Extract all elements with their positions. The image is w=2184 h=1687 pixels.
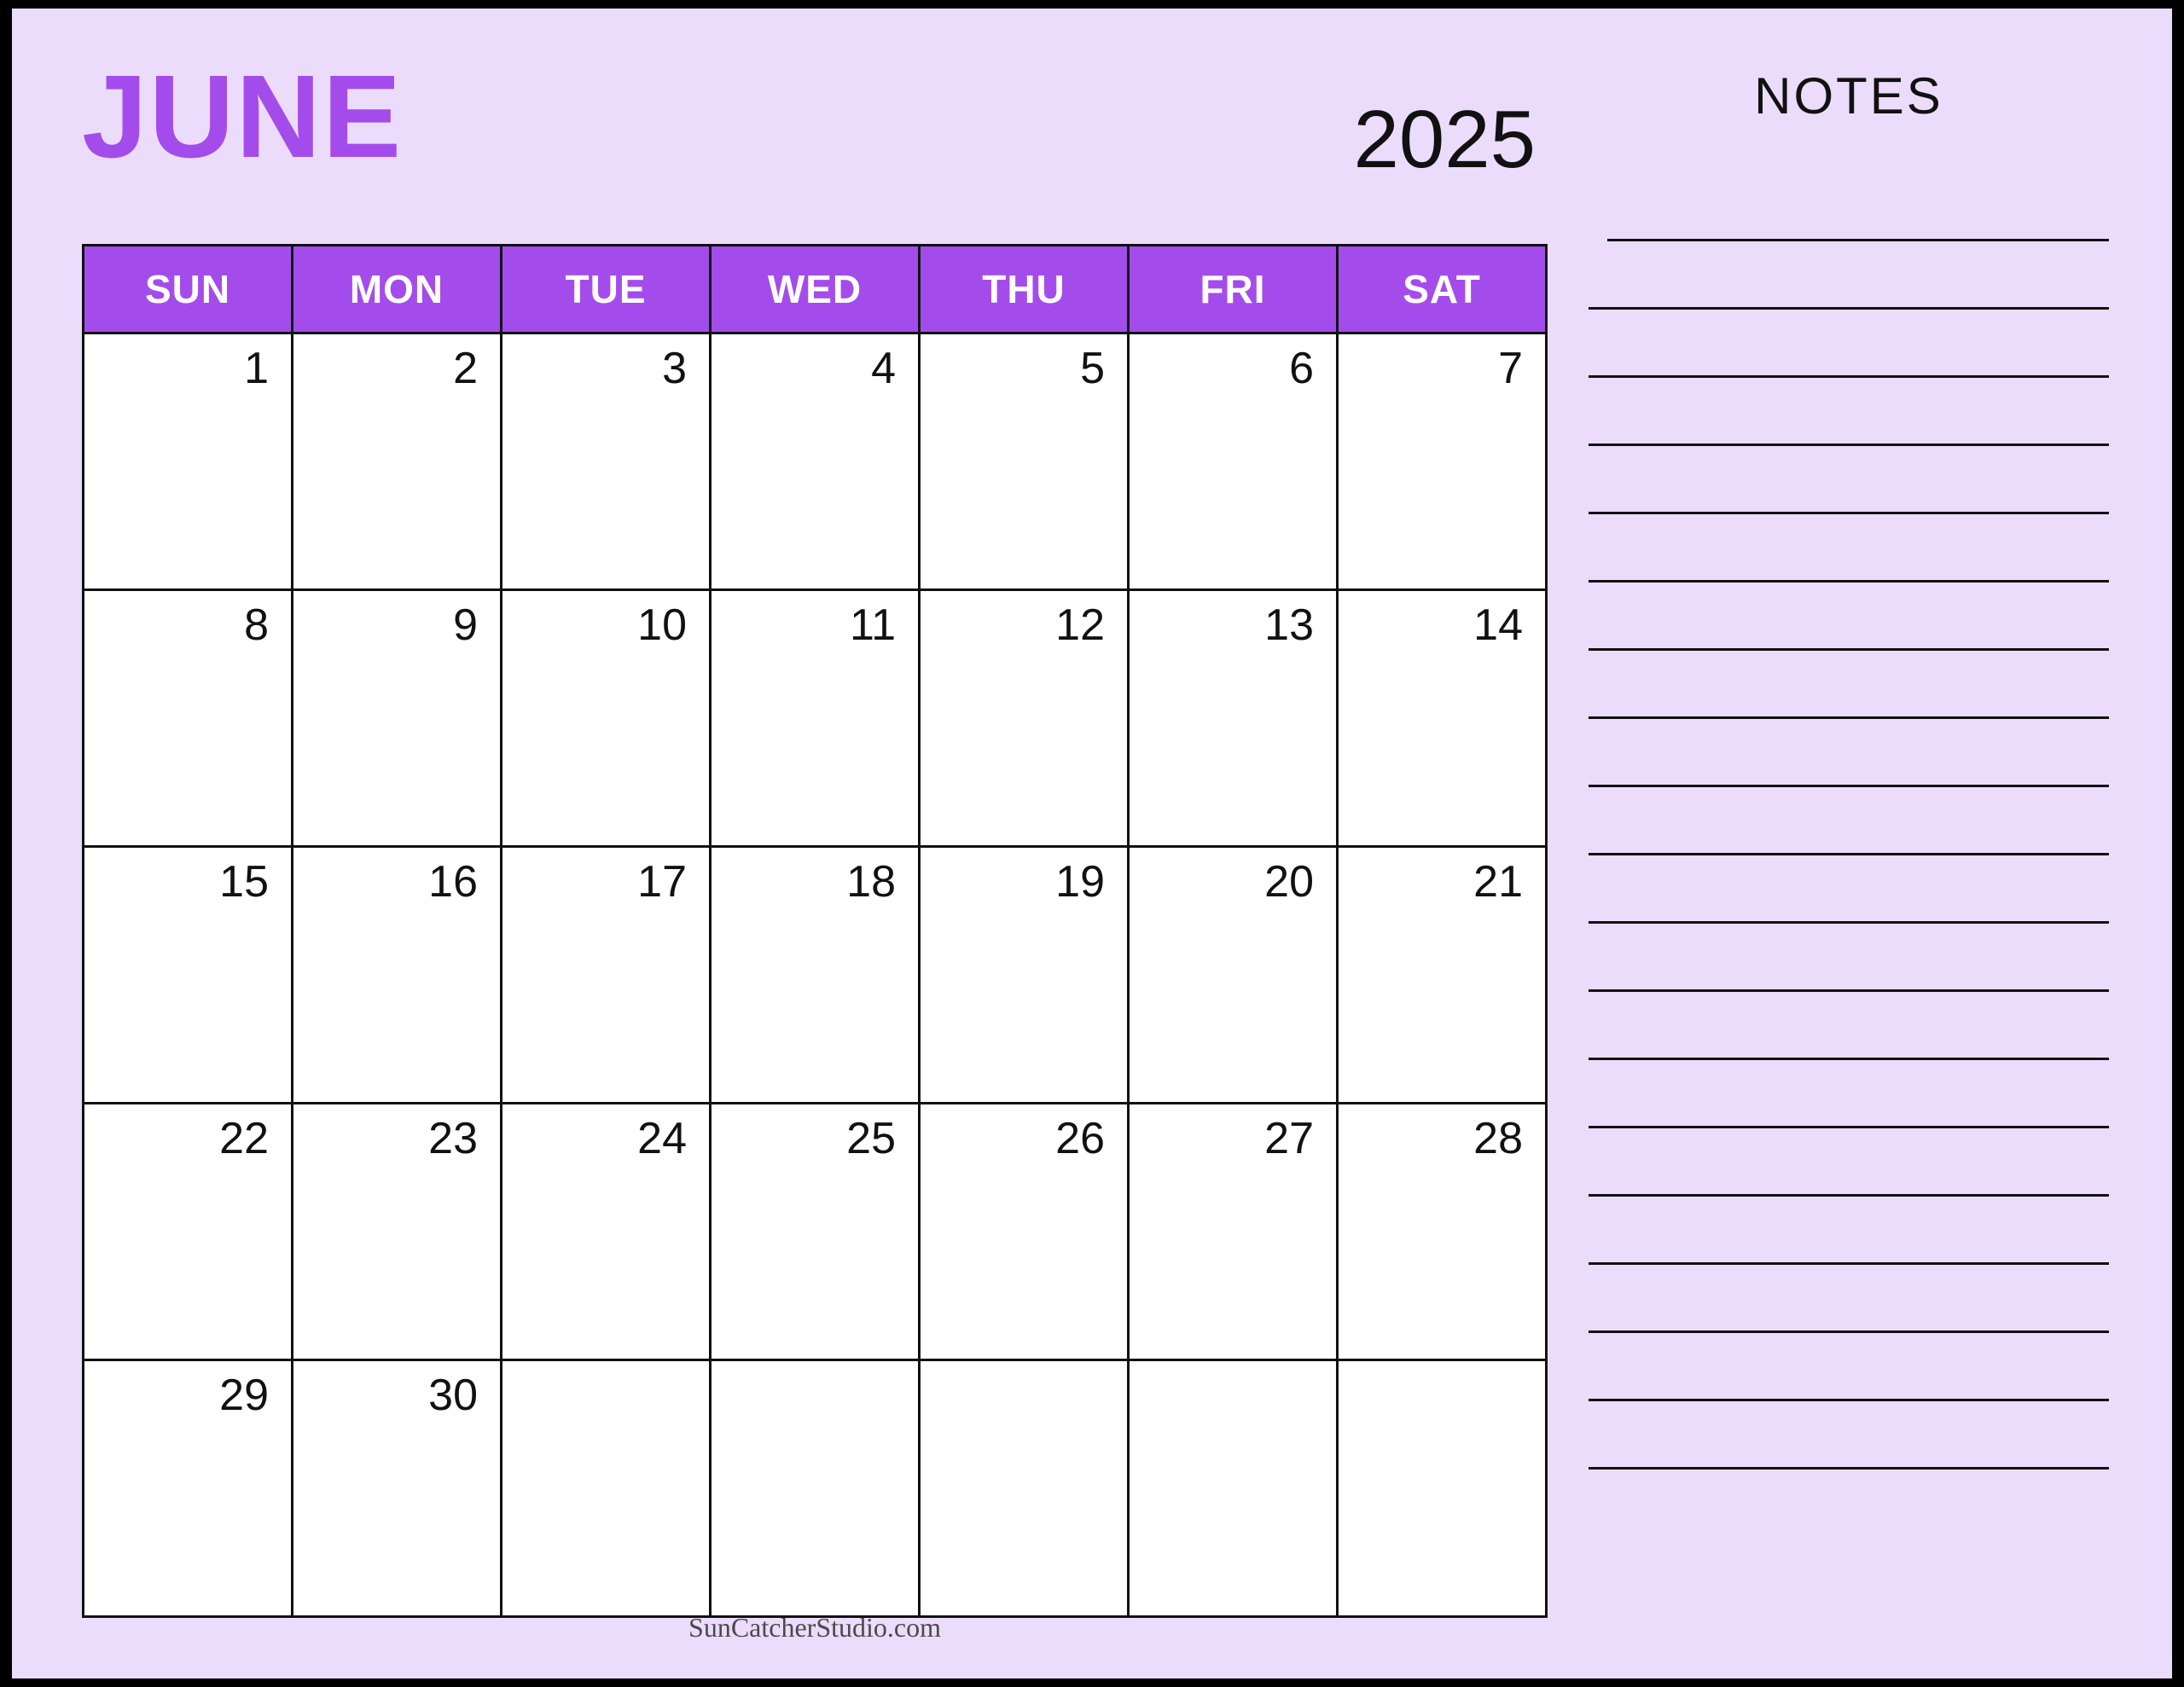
weekday-header-fri: FRI bbox=[1129, 246, 1338, 333]
day-cell[interactable]: 16 bbox=[293, 847, 502, 1104]
day-cell-empty bbox=[1338, 1360, 1547, 1617]
weekday-header-sun: SUN bbox=[84, 246, 293, 333]
day-cell[interactable]: 21 bbox=[1338, 847, 1547, 1104]
day-cell-empty bbox=[920, 1360, 1129, 1617]
note-line[interactable] bbox=[1607, 173, 2109, 241]
day-cell[interactable]: 12 bbox=[920, 590, 1129, 847]
day-cell[interactable]: 11 bbox=[711, 590, 920, 847]
year-title: 2025 bbox=[1353, 94, 1536, 185]
day-cell[interactable]: 14 bbox=[1338, 590, 1547, 847]
note-line[interactable] bbox=[1589, 583, 2109, 651]
weekday-header-mon: MON bbox=[293, 246, 502, 333]
note-line[interactable] bbox=[1589, 1401, 2109, 1470]
calendar-sheet bbox=[12, 9, 2172, 1678]
day-cell[interactable]: 29 bbox=[84, 1360, 293, 1617]
site-credit: SunCatcherStudio.com bbox=[688, 1612, 941, 1643]
calendar-week-row bbox=[84, 333, 1547, 590]
day-cell[interactable]: 15 bbox=[84, 847, 293, 1104]
day-cell[interactable]: 6 bbox=[1129, 333, 1338, 590]
notes-title: NOTES bbox=[1754, 67, 1943, 125]
note-line[interactable] bbox=[1589, 446, 2109, 514]
calendar-week-row bbox=[84, 847, 1547, 1104]
day-cell[interactable]: 18 bbox=[711, 847, 920, 1104]
day-cell[interactable]: 25 bbox=[711, 1104, 920, 1360]
note-line[interactable] bbox=[1589, 241, 2109, 310]
day-cell[interactable]: 5 bbox=[920, 333, 1129, 590]
note-line[interactable] bbox=[1589, 1265, 2109, 1333]
notes-section bbox=[1589, 51, 2109, 1646]
day-cell[interactable]: 24 bbox=[502, 1104, 711, 1360]
day-cell[interactable]: 17 bbox=[502, 847, 711, 1104]
notes-lines[interactable] bbox=[1589, 173, 2109, 1470]
note-line[interactable] bbox=[1589, 1128, 2109, 1197]
note-line[interactable] bbox=[1589, 1197, 2109, 1265]
day-cell-empty bbox=[502, 1360, 711, 1617]
weekday-header-thu: THU bbox=[920, 246, 1129, 333]
day-cell[interactable]: 2 bbox=[293, 333, 502, 590]
note-line[interactable] bbox=[1589, 514, 2109, 583]
day-cell[interactable]: 9 bbox=[293, 590, 502, 847]
day-cell[interactable]: 13 bbox=[1129, 590, 1338, 847]
day-cell[interactable]: 26 bbox=[920, 1104, 1129, 1360]
note-line[interactable] bbox=[1589, 310, 2109, 378]
calendar-section bbox=[82, 51, 1548, 1646]
calendar-grid bbox=[82, 244, 1548, 1618]
day-cell[interactable]: 20 bbox=[1129, 847, 1338, 1104]
note-line[interactable] bbox=[1589, 651, 2109, 719]
day-cell[interactable]: 22 bbox=[84, 1104, 293, 1360]
day-cell[interactable]: 8 bbox=[84, 590, 293, 847]
note-line[interactable] bbox=[1589, 1333, 2109, 1401]
calendar-header bbox=[82, 51, 1548, 222]
day-cell[interactable]: 28 bbox=[1338, 1104, 1547, 1360]
weekday-header-tue: TUE bbox=[502, 246, 711, 333]
calendar-week-row bbox=[84, 1360, 1547, 1617]
day-cell[interactable]: 23 bbox=[293, 1104, 502, 1360]
note-line[interactable] bbox=[1589, 719, 2109, 787]
day-cell[interactable]: 3 bbox=[502, 333, 711, 590]
note-line[interactable] bbox=[1589, 924, 2109, 992]
day-cell[interactable]: 27 bbox=[1129, 1104, 1338, 1360]
weekday-header-sat: SAT bbox=[1338, 246, 1547, 333]
day-cell-empty bbox=[711, 1360, 920, 1617]
day-cell[interactable]: 10 bbox=[502, 590, 711, 847]
note-line[interactable] bbox=[1589, 992, 2109, 1060]
day-cell[interactable]: 19 bbox=[920, 847, 1129, 1104]
day-cell[interactable]: 7 bbox=[1338, 333, 1547, 590]
calendar-week-row bbox=[84, 590, 1547, 847]
note-line[interactable] bbox=[1589, 855, 2109, 924]
note-line[interactable] bbox=[1589, 1060, 2109, 1128]
day-cell[interactable]: 4 bbox=[711, 333, 920, 590]
weekday-header-row bbox=[84, 246, 1547, 333]
note-line[interactable] bbox=[1589, 787, 2109, 855]
note-line[interactable] bbox=[1589, 378, 2109, 446]
weekday-header-wed: WED bbox=[711, 246, 920, 333]
day-cell[interactable]: 1 bbox=[84, 333, 293, 590]
calendar-week-row bbox=[84, 1104, 1547, 1360]
day-cell-empty bbox=[1129, 1360, 1338, 1617]
day-cell[interactable]: 30 bbox=[293, 1360, 502, 1617]
month-title: JUNE bbox=[82, 51, 404, 183]
